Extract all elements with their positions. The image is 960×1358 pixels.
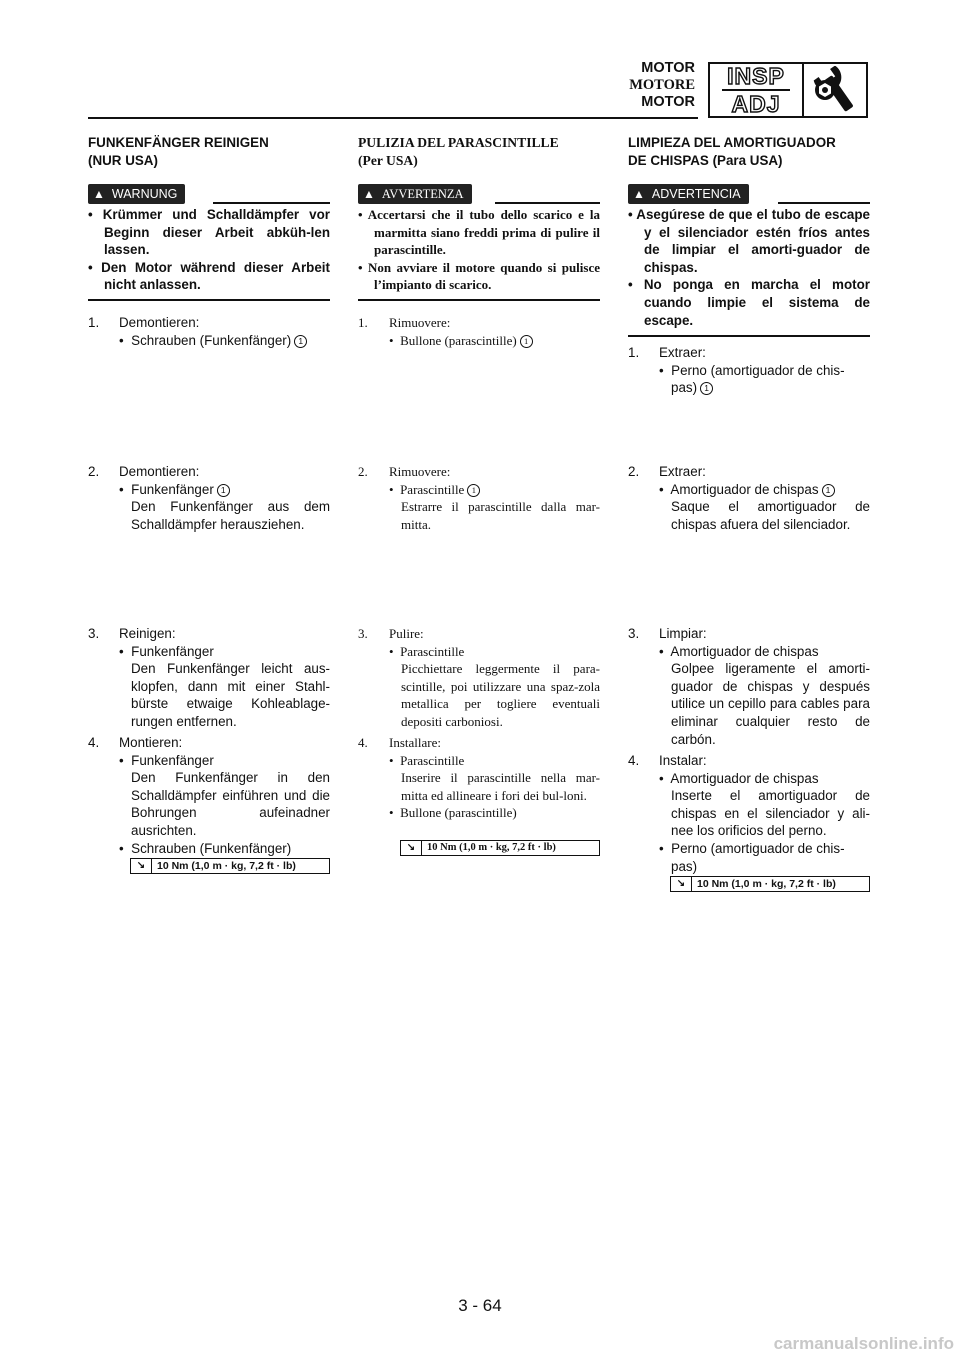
- step-heading: Instalar:: [659, 753, 707, 768]
- step-bullet: • Schrauben (Funkenfänger) 1: [88, 332, 330, 350]
- warning-rule: [778, 202, 870, 204]
- step-number: 3.: [628, 626, 640, 641]
- step-4: [358, 734, 600, 822]
- step-description: Inserire il parascintille nella mar-mitta ed allineare i fori dei bul-loni.: [401, 770, 600, 803]
- warning-label: WARNUNG: [111, 187, 178, 201]
- warning-end-rule: [358, 299, 600, 301]
- warning-item: • Non avviare il motore quando si pulisce l’impianto di scarico.: [358, 259, 600, 293]
- warning-header: [628, 184, 870, 204]
- warning-triangle-icon: ▲: [633, 187, 645, 201]
- step-number: 1.: [88, 315, 100, 330]
- step-description: Golpee ligeramente el amorti-guador de chispas y después utilice un cepillo para cables para eliminar cualquier resto de carbón.: [671, 661, 870, 747]
- warning-text: [358, 206, 600, 294]
- warning-label: AVVERTENZA: [381, 187, 464, 201]
- step-number: 2.: [358, 464, 368, 479]
- callout-ref: 1: [467, 484, 480, 497]
- callout-ref: 1: [520, 335, 533, 348]
- wrench-icon: [804, 64, 866, 116]
- step-heading: Installare:: [389, 735, 441, 750]
- step-4: [628, 752, 870, 875]
- torque-wrench-icon: ↘: [671, 877, 692, 891]
- callout-ref: 1: [700, 382, 713, 395]
- warning-text: [88, 206, 330, 294]
- page-number: 3 - 64: [458, 1296, 502, 1315]
- step-bullet: • Perno (amortiguador de chis-pas) 1: [659, 362, 845, 396]
- step-bullet: • Parascintille 1: [358, 481, 600, 499]
- step-description: Estrarre il parascintille dalla mar-mitta.: [401, 499, 600, 532]
- step-heading: Extraer:: [659, 345, 706, 360]
- torque-wrench-icon: ↘: [401, 841, 422, 855]
- step-heading: Reinigen:: [119, 626, 176, 641]
- step-3: [628, 625, 870, 748]
- column-german: [88, 134, 330, 872]
- torque-value: 10 Nm (1,0 m · kg, 7,2 ft · lb): [697, 878, 836, 890]
- warning-badge: [628, 184, 749, 204]
- torque-spec: [400, 840, 600, 856]
- warning-item: • No ponga en marcha el motor cuando limpie el sistema de escape.: [628, 277, 870, 328]
- warning-text: [628, 206, 870, 329]
- step-4: [88, 734, 330, 857]
- step-number: 1.: [628, 345, 640, 360]
- step-bullet: • Amortiguador de chispas: [659, 643, 819, 659]
- warning-triangle-icon: ▲: [363, 187, 375, 201]
- step-1: [628, 344, 870, 397]
- step-description: Den Funkenfänger in den Schalldämpfer einführen und die Bohrungen aufeinadner ausrichten.: [131, 770, 330, 838]
- warning-end-rule: [628, 335, 870, 337]
- header-rule: [88, 117, 698, 119]
- step-number: 4.: [358, 735, 368, 750]
- torque-value: 10 Nm (1,0 m · kg, 7,2 ft · lb): [427, 842, 556, 853]
- step-3: [88, 625, 330, 731]
- title-line1: PULIZIA DEL PARASCINTILLE: [358, 135, 559, 150]
- footer-watermark: carmanualsonline.info: [773, 1334, 954, 1353]
- warning-rule: [495, 202, 600, 204]
- step-2: [628, 463, 870, 533]
- warning-end-rule: [88, 299, 330, 301]
- torque-spec: [670, 876, 870, 892]
- section-header: [629, 60, 695, 111]
- badge-adj: ADJ: [731, 91, 781, 117]
- warning-triangle-icon: ▲: [93, 187, 105, 201]
- column-italian: [358, 134, 600, 853]
- step-bullet: • Amortiguador de chispas: [659, 770, 819, 786]
- title-line1: LIMPIEZA DEL AMORTIGUADOR: [628, 135, 836, 150]
- section-title-it: MOTORE: [629, 77, 695, 93]
- warning-item: • Accertarsi che il tubo dello scarico e la marmitta siano freddi prima di pulire il parascintille.: [358, 207, 600, 258]
- warning-item: • Den Motor während dieser Arbeit nicht anlassen.: [88, 259, 330, 293]
- step-2: [358, 463, 600, 533]
- warning-header: [88, 184, 330, 204]
- step-description: Den Funkenfänger leicht aus-klopfen, dann mit einer Stahl-bürste etwaige Kohleablage-rungen entfernen.: [131, 661, 330, 729]
- title-line1: FUNKENFÄNGER REINIGEN: [88, 135, 269, 150]
- warning-item: • Krümmer und Schalldämpfer vor Beginn dieser Arbeit abküh-len lassen.: [88, 207, 330, 258]
- step-heading: Rimuovere:: [389, 315, 451, 330]
- warning-label: ADVERTENCIA: [651, 187, 741, 201]
- callout-ref: 1: [294, 335, 307, 348]
- step-1: [88, 314, 330, 349]
- warning-badge: [358, 184, 472, 204]
- step-bullet: • Parascintille: [389, 643, 465, 659]
- step-heading: Demontieren:: [119, 315, 200, 330]
- section-title-de: MOTOR: [641, 60, 695, 76]
- title-line2: (Per USA): [358, 153, 418, 168]
- step-2: [88, 463, 330, 533]
- step-number: 4.: [628, 753, 640, 768]
- section-title-es: MOTOR: [641, 94, 695, 110]
- step-bullet: • Bullone (parascintille) 1: [358, 332, 600, 350]
- step-number: 3.: [88, 626, 100, 641]
- step-bullet: • Amortiguador de chispas 1: [628, 481, 870, 499]
- title-line2: DE CHISPAS (Para USA): [628, 153, 783, 168]
- callout-ref: 1: [822, 484, 835, 497]
- callout-ref: 1: [217, 484, 230, 497]
- step-description: Inserte el amortiguador de chispas en el silenciador y ali-nee los orificios del perno.: [671, 788, 870, 839]
- torque-value: 10 Nm (1,0 m · kg, 7,2 ft · lb): [157, 860, 296, 872]
- step-bullet: • Schrauben (Funkenfänger): [119, 840, 292, 856]
- warning-rule: [213, 202, 330, 204]
- step-description: Saque el amortiguador de chispas afuera del silenciador.: [671, 499, 870, 532]
- step-number: 1.: [358, 315, 368, 330]
- warning-item: • Asegúrese de que el tubo de escape y el silenciador estén fríos antes de limpiar el amorti-guador de chispas.: [628, 207, 870, 275]
- step-description: Den Funkenfänger aus dem Schalldämpfer herausziehen.: [131, 499, 330, 532]
- step-1: [358, 314, 600, 349]
- step-bullet: • Bullone (parascintille): [389, 805, 517, 821]
- title-line2: (NUR USA): [88, 153, 158, 168]
- warning-header: [358, 184, 600, 204]
- step-3: [358, 625, 600, 731]
- step-description: Picchiettare leggermente il para-scintille, poi utilizzare una spaz-zola metallica per togliere eventuali depositi carboniosi.: [401, 661, 600, 729]
- step-heading: Extraer:: [659, 464, 706, 479]
- step-heading: Limpiar:: [659, 626, 707, 641]
- torque-wrench-icon: ↘: [131, 859, 152, 873]
- step-heading: Pulire:: [389, 626, 424, 641]
- step-number: 4.: [88, 735, 100, 750]
- column-spanish: [628, 134, 870, 890]
- warning-badge: [88, 184, 185, 204]
- step-heading: Rimuovere:: [389, 464, 451, 479]
- insp-adj-badge: [708, 62, 868, 118]
- step-bullet: • Funkenfänger 1: [88, 481, 330, 499]
- step-bullet: • Funkenfänger: [119, 752, 214, 768]
- step-bullet: • Funkenfänger: [119, 643, 214, 659]
- step-bullet: • Perno (amortiguador de chis-pas): [659, 840, 845, 874]
- step-number: 3.: [358, 626, 368, 641]
- step-heading: Montieren:: [119, 735, 183, 750]
- badge-insp: INSP: [727, 63, 785, 89]
- torque-spec: [130, 858, 330, 874]
- step-heading: Demontieren:: [119, 464, 200, 479]
- step-number: 2.: [628, 464, 640, 479]
- step-bullet: • Parascintille: [389, 752, 465, 768]
- step-number: 2.: [88, 464, 100, 479]
